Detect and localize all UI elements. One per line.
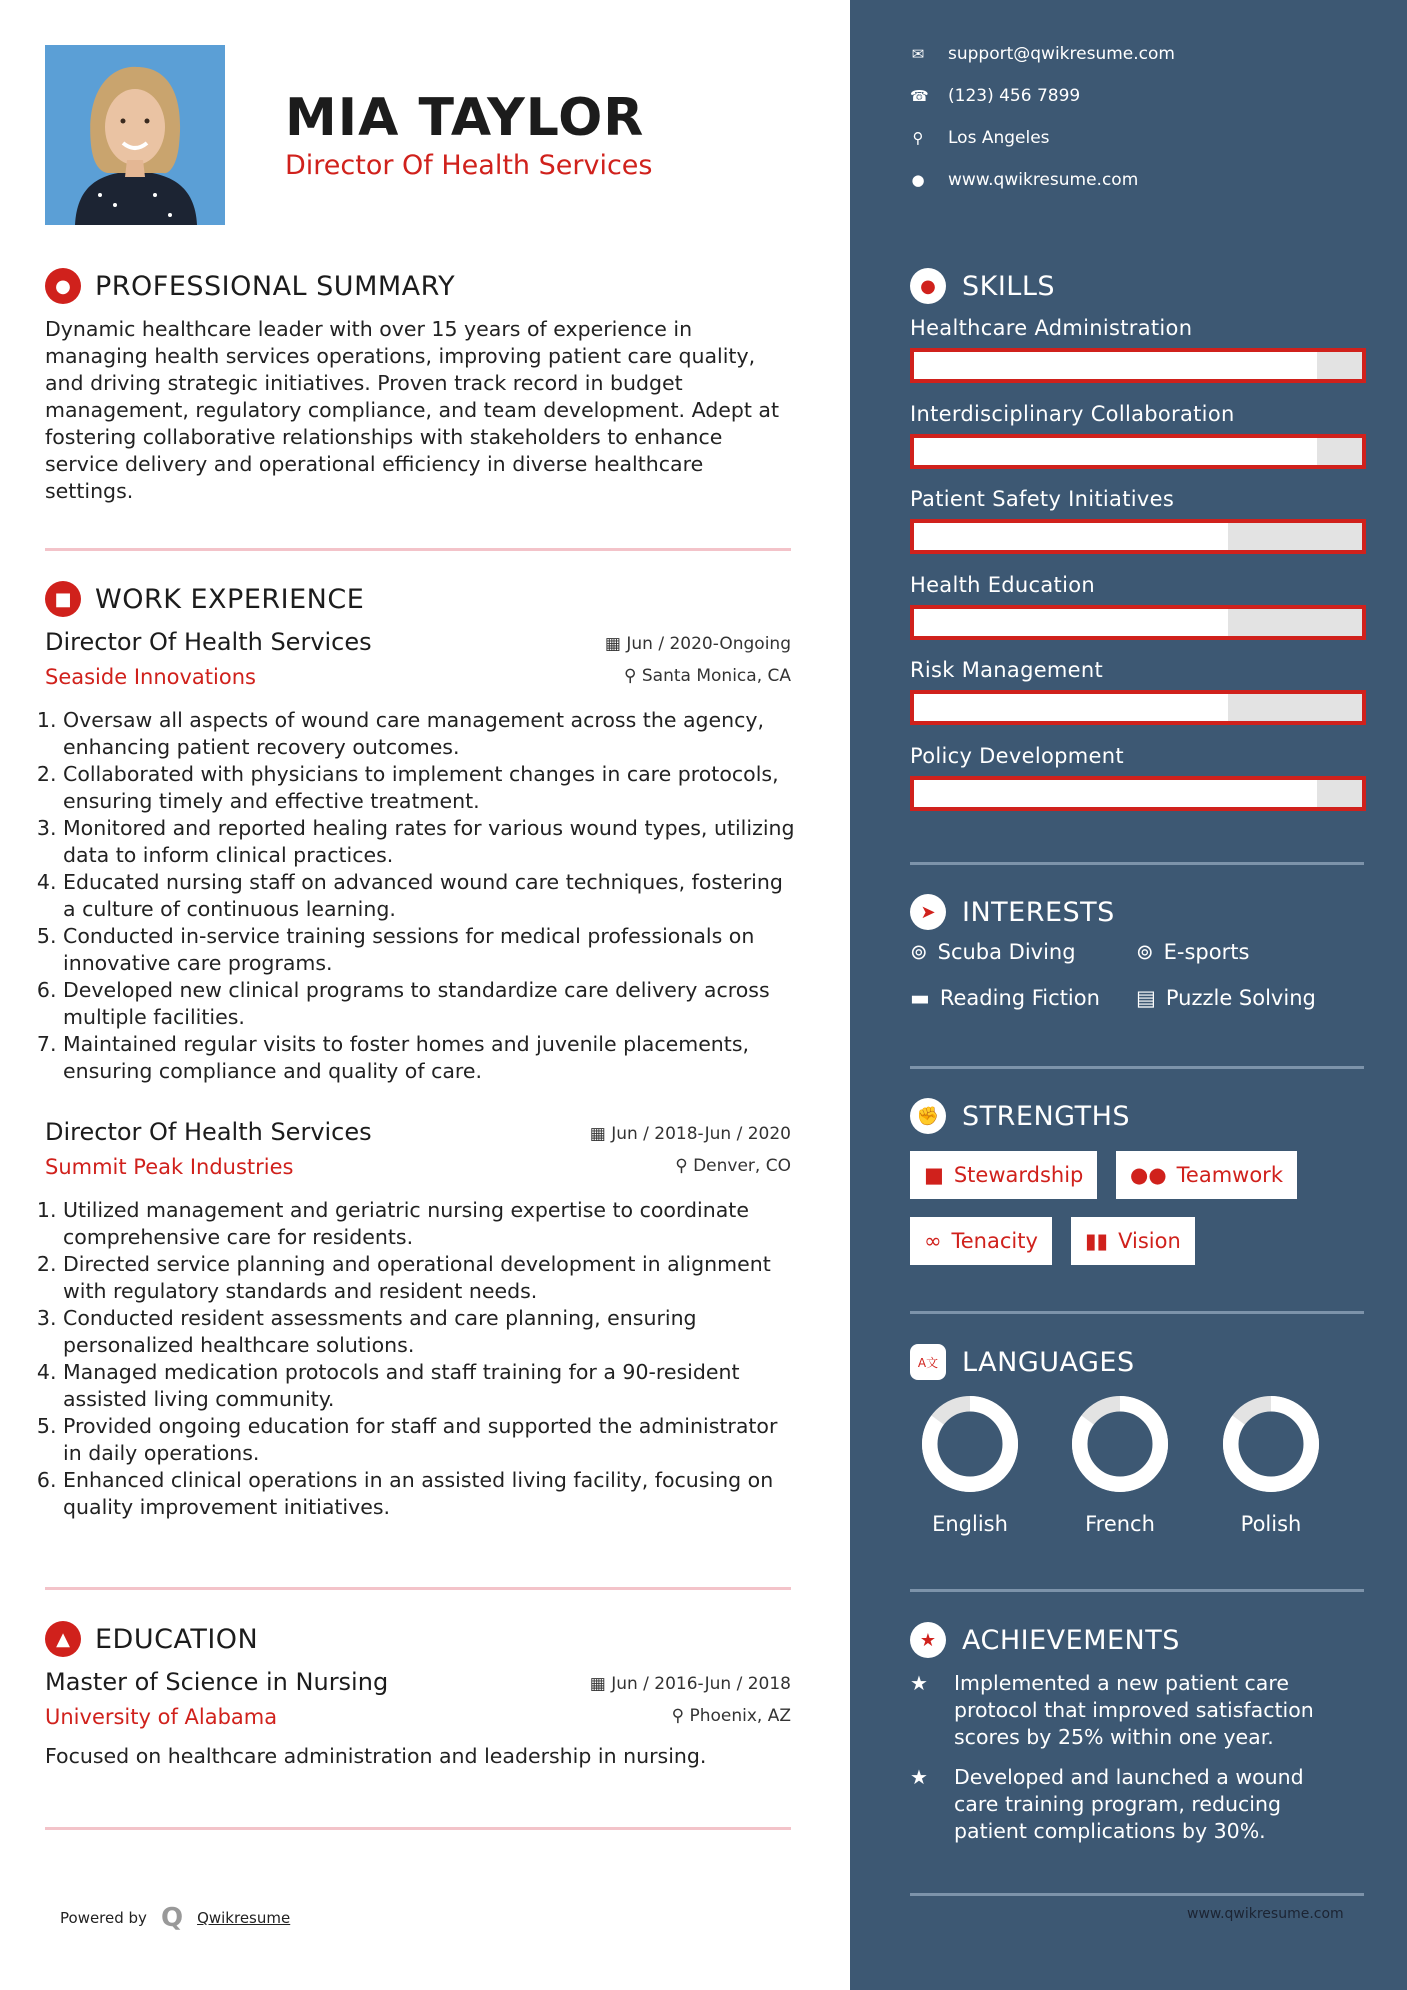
list-item: 5. Conducted in-service training sessions for medical professionals on innovative care programs. xyxy=(63,923,795,977)
strength-label: Vision xyxy=(1118,1229,1181,1253)
interest-item xyxy=(910,986,1100,1010)
strength-label: Tenacity xyxy=(951,1229,1038,1253)
skill-bar xyxy=(910,776,1366,811)
strength-tag xyxy=(1116,1151,1297,1199)
skill-bar xyxy=(910,434,1366,469)
job-date xyxy=(605,634,791,654)
list-item: 2. Collaborated with physicians to implement changes in care protocols, ensuring timely and effective treatment. xyxy=(63,761,795,815)
briefcase-icon: ■ xyxy=(924,1163,944,1187)
skill-label: Healthcare Administration xyxy=(910,316,1193,340)
section-divider xyxy=(45,1827,791,1830)
map-marker-icon: ⚲ xyxy=(912,129,924,147)
section-divider xyxy=(45,1587,791,1590)
list-item: 1. Utilized management and geriatric nursing expertise to coordinate comprehensive care for residents. xyxy=(63,1197,795,1251)
language-item xyxy=(1060,1396,1180,1536)
interest-item xyxy=(1136,986,1316,1010)
envelope-icon: ✉ xyxy=(911,45,925,63)
skill-item xyxy=(910,402,1366,469)
job-company: Summit Peak Industries xyxy=(45,1155,294,1179)
strengths-heading: STRENGTHS xyxy=(962,1100,1131,1132)
degree: Master of Science in Nursing xyxy=(45,1668,389,1696)
achievement-item xyxy=(910,1670,1350,1751)
user-icon: ● xyxy=(45,268,81,304)
candidate-title: Director Of Health Services xyxy=(285,150,653,181)
job-duties-list xyxy=(35,707,795,1085)
star-icon: ★ xyxy=(910,1671,928,1695)
list-item: 7. Maintained regular visits to foster homes and juvenile placements, ensuring compliance and quality of care. xyxy=(63,1031,795,1085)
powered-by xyxy=(60,1903,290,1933)
interests-heading: INTERESTS xyxy=(962,896,1115,928)
contact-location xyxy=(910,128,1050,148)
pin-icon: ⚲ xyxy=(671,1706,690,1726)
language-label: English xyxy=(932,1512,1008,1536)
brand-link[interactable]: Qwikresume xyxy=(197,1909,291,1927)
sidebar-divider xyxy=(910,1589,1364,1592)
phone-icon: ☎ xyxy=(910,87,929,105)
language-icon: A文 xyxy=(910,1344,946,1380)
lightbulb-icon: ● xyxy=(910,268,946,304)
skill-label: Risk Management xyxy=(910,658,1104,682)
language-label: French xyxy=(1085,1512,1155,1536)
sidebar-divider xyxy=(910,1066,1364,1069)
skill-bar-fill xyxy=(914,352,1317,379)
language-item xyxy=(910,1396,1030,1536)
education-description: Focused on healthcare administration and leadership in nursing. xyxy=(45,1744,707,1768)
job-entry xyxy=(45,628,795,1088)
job-location-text: Santa Monica, CA xyxy=(641,666,791,686)
interest-label: Reading Fiction xyxy=(939,986,1100,1010)
candidate-name: MIA TAYLOR xyxy=(285,88,645,148)
language-donut xyxy=(910,1396,1030,1496)
calendar-icon: ▦ xyxy=(604,634,627,654)
interest-label: E-sports xyxy=(1163,940,1250,964)
interest-item xyxy=(910,940,1076,964)
star-badge-icon: ★ xyxy=(910,1622,946,1658)
experience-section-header xyxy=(45,581,364,617)
star-icon: ★ xyxy=(910,1765,928,1789)
skill-bar-fill xyxy=(914,694,1228,721)
briefcase-icon: ■ xyxy=(45,581,81,617)
summary-text: Dynamic healthcare leader with over 15 years of experience in managing health services operations, improving patient care quality, and driving strategic initiatives. Proven track record in budget management, regulatory compliance, and team development. Adept at fostering collaborative relationships with stakeholders to enhance service delivery and operational efficiency in diverse healthcare settings. xyxy=(45,317,780,503)
summary-heading: PROFESSIONAL SUMMARY xyxy=(95,270,456,302)
list-item: 4. Educated nursing staff on advanced wound care techniques, fostering a culture of continuous learning. xyxy=(63,869,795,923)
languages-heading: LANGUAGES xyxy=(962,1346,1135,1378)
strength-tag xyxy=(910,1151,1097,1199)
skills-heading: SKILLS xyxy=(962,270,1056,302)
strength-tag xyxy=(910,1217,1052,1265)
list-item: 3. Conducted resident assessments and care planning, ensuring personalized healthcare solutions. xyxy=(63,1305,795,1359)
link-icon: ∞ xyxy=(924,1229,942,1253)
pin-icon: ⚲ xyxy=(675,1156,694,1176)
footer-website[interactable]: www.qwikresume.com xyxy=(1187,1906,1344,1922)
education-date-text: Jun / 2016-Jun / 2018 xyxy=(611,1674,791,1694)
strength-label: Stewardship xyxy=(953,1163,1084,1187)
calendar-icon: ▦ xyxy=(589,1674,612,1694)
job-location xyxy=(624,666,791,686)
contact-website[interactable] xyxy=(910,170,1138,190)
skill-item xyxy=(910,487,1366,554)
skill-bar xyxy=(910,690,1366,725)
list-item: 6. Enhanced clinical operations in an assisted living facility, focusing on quality improvement initiatives. xyxy=(63,1467,795,1521)
school: University of Alabama xyxy=(45,1705,278,1729)
skill-label: Patient Safety Initiatives xyxy=(910,487,1175,511)
life-ring-icon: ⊚ xyxy=(1136,940,1154,964)
language-donut xyxy=(1060,1396,1180,1496)
job-role: Director Of Health Services xyxy=(45,1118,372,1146)
powered-by-label: Powered by xyxy=(60,1909,147,1927)
strength-tag xyxy=(1071,1217,1195,1265)
skill-item xyxy=(910,744,1366,811)
languages-section-header xyxy=(910,1344,1135,1380)
job-entry xyxy=(45,1118,791,1538)
job-company: Seaside Innovations xyxy=(45,665,256,689)
skills-section-header xyxy=(910,268,1055,304)
list-item: 5. Provided ongoing education for staff and supported the administrator in daily operations. xyxy=(63,1413,795,1467)
skill-label: Policy Development xyxy=(910,743,1124,768)
interest-item xyxy=(1136,940,1249,964)
skill-bar xyxy=(910,519,1366,554)
skill-item xyxy=(910,316,1366,383)
skill-bar-fill xyxy=(914,609,1228,636)
strength-label: Teamwork xyxy=(1176,1163,1283,1187)
job-date xyxy=(590,1124,791,1144)
section-divider xyxy=(45,548,791,551)
achievement-text: Developed and launched a wound care training program, reducing patient complications by 30%. xyxy=(954,1765,1304,1843)
job-location-text: Denver, CO xyxy=(693,1156,791,1176)
calendar-icon: ▦ xyxy=(589,1124,612,1144)
job-date-text: Jun / 2018-Jun / 2020 xyxy=(611,1124,791,1144)
job-location xyxy=(675,1156,791,1176)
education-section-header xyxy=(45,1621,258,1657)
fist-icon: ✊ xyxy=(910,1098,946,1134)
list-item: 1. Oversaw all aspects of wound care management across the agency, enhancing patient recovery outcomes. xyxy=(63,707,795,761)
experience-heading: WORK EXPERIENCE xyxy=(95,583,365,615)
phone-text: (123) 456 7899 xyxy=(948,86,1081,106)
pin-icon: ⚲ xyxy=(624,666,642,686)
skill-item xyxy=(910,658,1366,725)
achievements-section-header xyxy=(910,1622,1180,1658)
gamepad-icon: ▬ xyxy=(910,986,930,1010)
skill-bar-fill xyxy=(914,438,1317,465)
binoculars-icon: ▮▮ xyxy=(1085,1229,1109,1253)
skill-label: Health Education xyxy=(910,572,1095,597)
job-role: Director Of Health Services xyxy=(45,628,372,656)
education-location-text: Phoenix, AZ xyxy=(689,1706,791,1726)
location-text: Los Angeles xyxy=(948,128,1050,148)
skill-item xyxy=(910,573,1366,640)
education-location xyxy=(672,1706,791,1726)
profile-photo xyxy=(45,45,225,225)
contact-phone[interactable] xyxy=(910,86,1080,106)
language-item xyxy=(1211,1396,1331,1536)
list-item: 2. Directed service planning and operational development in alignment with regulatory standards and resident needs. xyxy=(63,1251,795,1305)
sidebar-divider xyxy=(910,862,1364,865)
skill-bar xyxy=(910,605,1366,640)
book-icon: ▤ xyxy=(1136,986,1156,1010)
skill-bar-fill xyxy=(914,780,1317,807)
interest-label: Scuba Diving xyxy=(937,940,1076,964)
language-donut xyxy=(1211,1396,1331,1496)
qwikresume-logo-icon: Q xyxy=(160,1903,184,1933)
job-date-text: Jun / 2020-Ongoing xyxy=(626,634,791,654)
achievement-item xyxy=(910,1764,1350,1845)
interests-section-header xyxy=(910,894,1115,930)
education-date xyxy=(590,1674,791,1694)
life-ring-icon: ⊚ xyxy=(910,940,928,964)
email-text: support@qwikresume.com xyxy=(948,44,1175,64)
skill-label: Interdisciplinary Collaboration xyxy=(910,401,1235,426)
paper-plane-icon: ➤ xyxy=(910,894,946,930)
list-item: 6. Developed new clinical programs to standardize care delivery across multiple facilities. xyxy=(63,977,795,1031)
achievement-text: Implemented a new patient care protocol that improved satisfaction scores by 25% within one year. xyxy=(954,1671,1314,1749)
job-duties-list xyxy=(35,1197,795,1521)
summary-section-header xyxy=(45,268,455,304)
list-item: 3. Monitored and reported healing rates for various wound types, utilizing data to inform clinical practices. xyxy=(63,815,795,869)
list-item: 4. Managed medication protocols and staff training for a 90-resident assisted living community. xyxy=(63,1359,795,1413)
users-icon: ●● xyxy=(1130,1163,1167,1187)
sidebar-divider xyxy=(910,1311,1364,1314)
strengths-section-header xyxy=(910,1098,1130,1134)
website-text: www.qwikresume.com xyxy=(948,170,1139,190)
education-heading: EDUCATION xyxy=(95,1623,259,1655)
sidebar-divider xyxy=(910,1893,1364,1896)
interest-label: Puzzle Solving xyxy=(1165,986,1316,1010)
globe-icon: ● xyxy=(911,171,925,189)
graduation-cap-icon: ▲ xyxy=(45,1621,81,1657)
skill-bar xyxy=(910,348,1366,383)
contact-email[interactable] xyxy=(910,44,1175,64)
language-label: Polish xyxy=(1240,1512,1302,1536)
achievements-heading: ACHIEVEMENTS xyxy=(962,1624,1180,1656)
education-entry xyxy=(45,1668,791,1778)
skill-bar-fill xyxy=(914,523,1228,550)
